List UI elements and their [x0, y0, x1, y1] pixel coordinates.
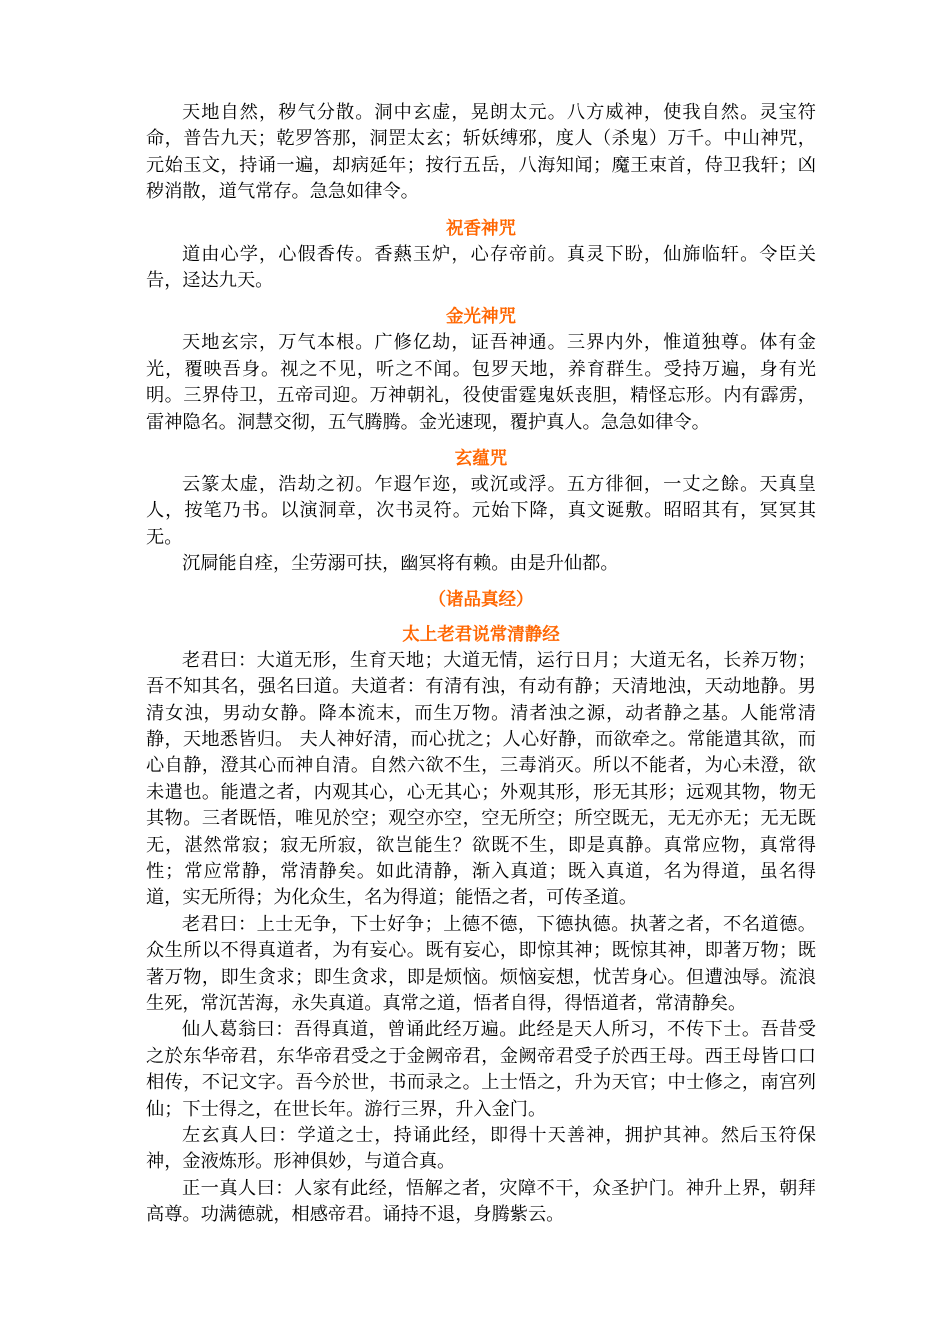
paragraph-dizi-zhou: 天地自然，秽气分散。洞中玄虚，晃朗太元。八方威神，使我自然。灵宝符命，普告九天；乾罗答那，洞罡太玄；斩妖缚邪，度人（杀鬼）万千。中山神咒，元始玉文，持诵一遍，却病延年；按行五岳，八海知闻；魔王束首，侍卫我轩；凶秽消散，道气常存。急急如律令。 — [146, 102, 816, 203]
document-page — [146, 100, 816, 1229]
heading-zhuxiang-shenzhou: 祝香神咒 — [446, 218, 516, 239]
paragraph-laojun-1: 老君曰：大道无形，生育天地；大道无情，运行日月；大道无名，长养万物；吾不知其名，强名曰道。夫道者：有清有浊，有动有静；天清地浊，天动地静。男清女浊，男动女静。降本流末，而生万物。清者浊之源，动者静之基。人能常清静，天地悉皆归。 夫人神好清，而心扰之；人心好静，而欲牵之。常能遣其欲，而心自静，澄其心而神自清。自然六欲不生，三毒消灭。所以不能者，为心未澄，欲未遣也。能遣之者，内观其心，心无其心；外观其形，形无其形；远观其物，物无其物。三者既悟，唯见於空；观空亦空，空无所空；所空既无，无无亦无；无无既无，湛然常寂；寂无所寂，欲岂能生？欲既不生，即是真静。真常应物，真常得性；常应常静，常清静矣。如此清静，渐入真道；既入真道，名为得道，虽名得道，实无所得；为化众生，名为得道；能悟之者，可传圣道。 — [146, 649, 816, 909]
paragraph-zuoxuan: 左玄真人曰：学道之士，持诵此经，即得十天善神，拥护其神。然后玉符保神，金液炼形。形神俱妙，与道合真。 — [146, 1125, 816, 1173]
paragraph-xuanyun-coda: 沉屙能自痊，尘劳溺可扶，幽冥将有赖。由是升仙都。 — [182, 553, 619, 575]
paragraph-zhuxiang: 道由心学，心假香传。香爇玉炉，心存帝前。真灵下盼，仙旆临轩。令臣关告，迳达九天。 — [146, 243, 816, 292]
paragraph-jinguang: 天地玄宗，万气本根。广修亿劫，证吾神通。三界内外，惟道独尊。体有金光，覆映吾身。视之不见，听之不闻。包罗天地，养育群生。受持万遍，身有光明。三界侍卫，五帝司迎。万神朝礼，役使雷霆鬼妖丧胆，精怪忘形。内有霹雳，雷神隐名。洞慧交彻，五气腾腾。金光速现，覆护真人。急急如律令。 — [146, 332, 816, 433]
paragraph-xuanyun: 云篆太虚，浩劫之初。乍遐乍迩，或沉或浮。五方徘徊，一丈之餘。天真皇人，按笔乃书。以演洞章，次书灵符。元始下降，真文诞敷。昭昭其有，冥冥其无。 — [146, 474, 816, 548]
heading-jinguang-shenzhou: 金光神咒 — [446, 307, 516, 328]
paragraph-zhengyi: 正一真人曰：人家有此经，悟解之者，灾障不干，众圣护门。神升上界，朝拜高尊。功满德就，相感帝君。诵持不退，身腾紫云。 — [146, 1177, 816, 1226]
paragraph-laojun-2: 老君曰：上士无争，下士好争；上德不德，下德执德。执著之者，不名道德。众生所以不得真道者，为有妄心。既有妄心，即惊其神；既惊其神，即著万物；既著万物，即生贪求；即生贪求，即是烦恼。烦恼妄想，忧苦身心。但遭浊辱。流浪生死，常沉苦海，永失真道。真常之道，悟者自得，得悟道者，常清静矣。 — [146, 913, 816, 1014]
paragraph-gewng: 仙人葛翁曰：吾得真道，曾诵此经万遍。此经是天人所习，不传下士。吾昔受之於东华帝君，东华帝君受之于金阙帝君，金阙帝君受子於西王母。西王母皆口口相传，不记文字。吾今於世，书而录之。上士悟之，升为天官；中士修之，南宫列仙；下士得之，在世长年。游行三界，升入金门。 — [146, 1019, 816, 1120]
heading-qingjing-jing: 太上老君说常清静经 — [402, 624, 560, 645]
heading-zhupin-zhenjing: （诸品真经） — [428, 589, 534, 610]
heading-xuanyun-zhou: 玄蕴咒 — [454, 449, 508, 470]
